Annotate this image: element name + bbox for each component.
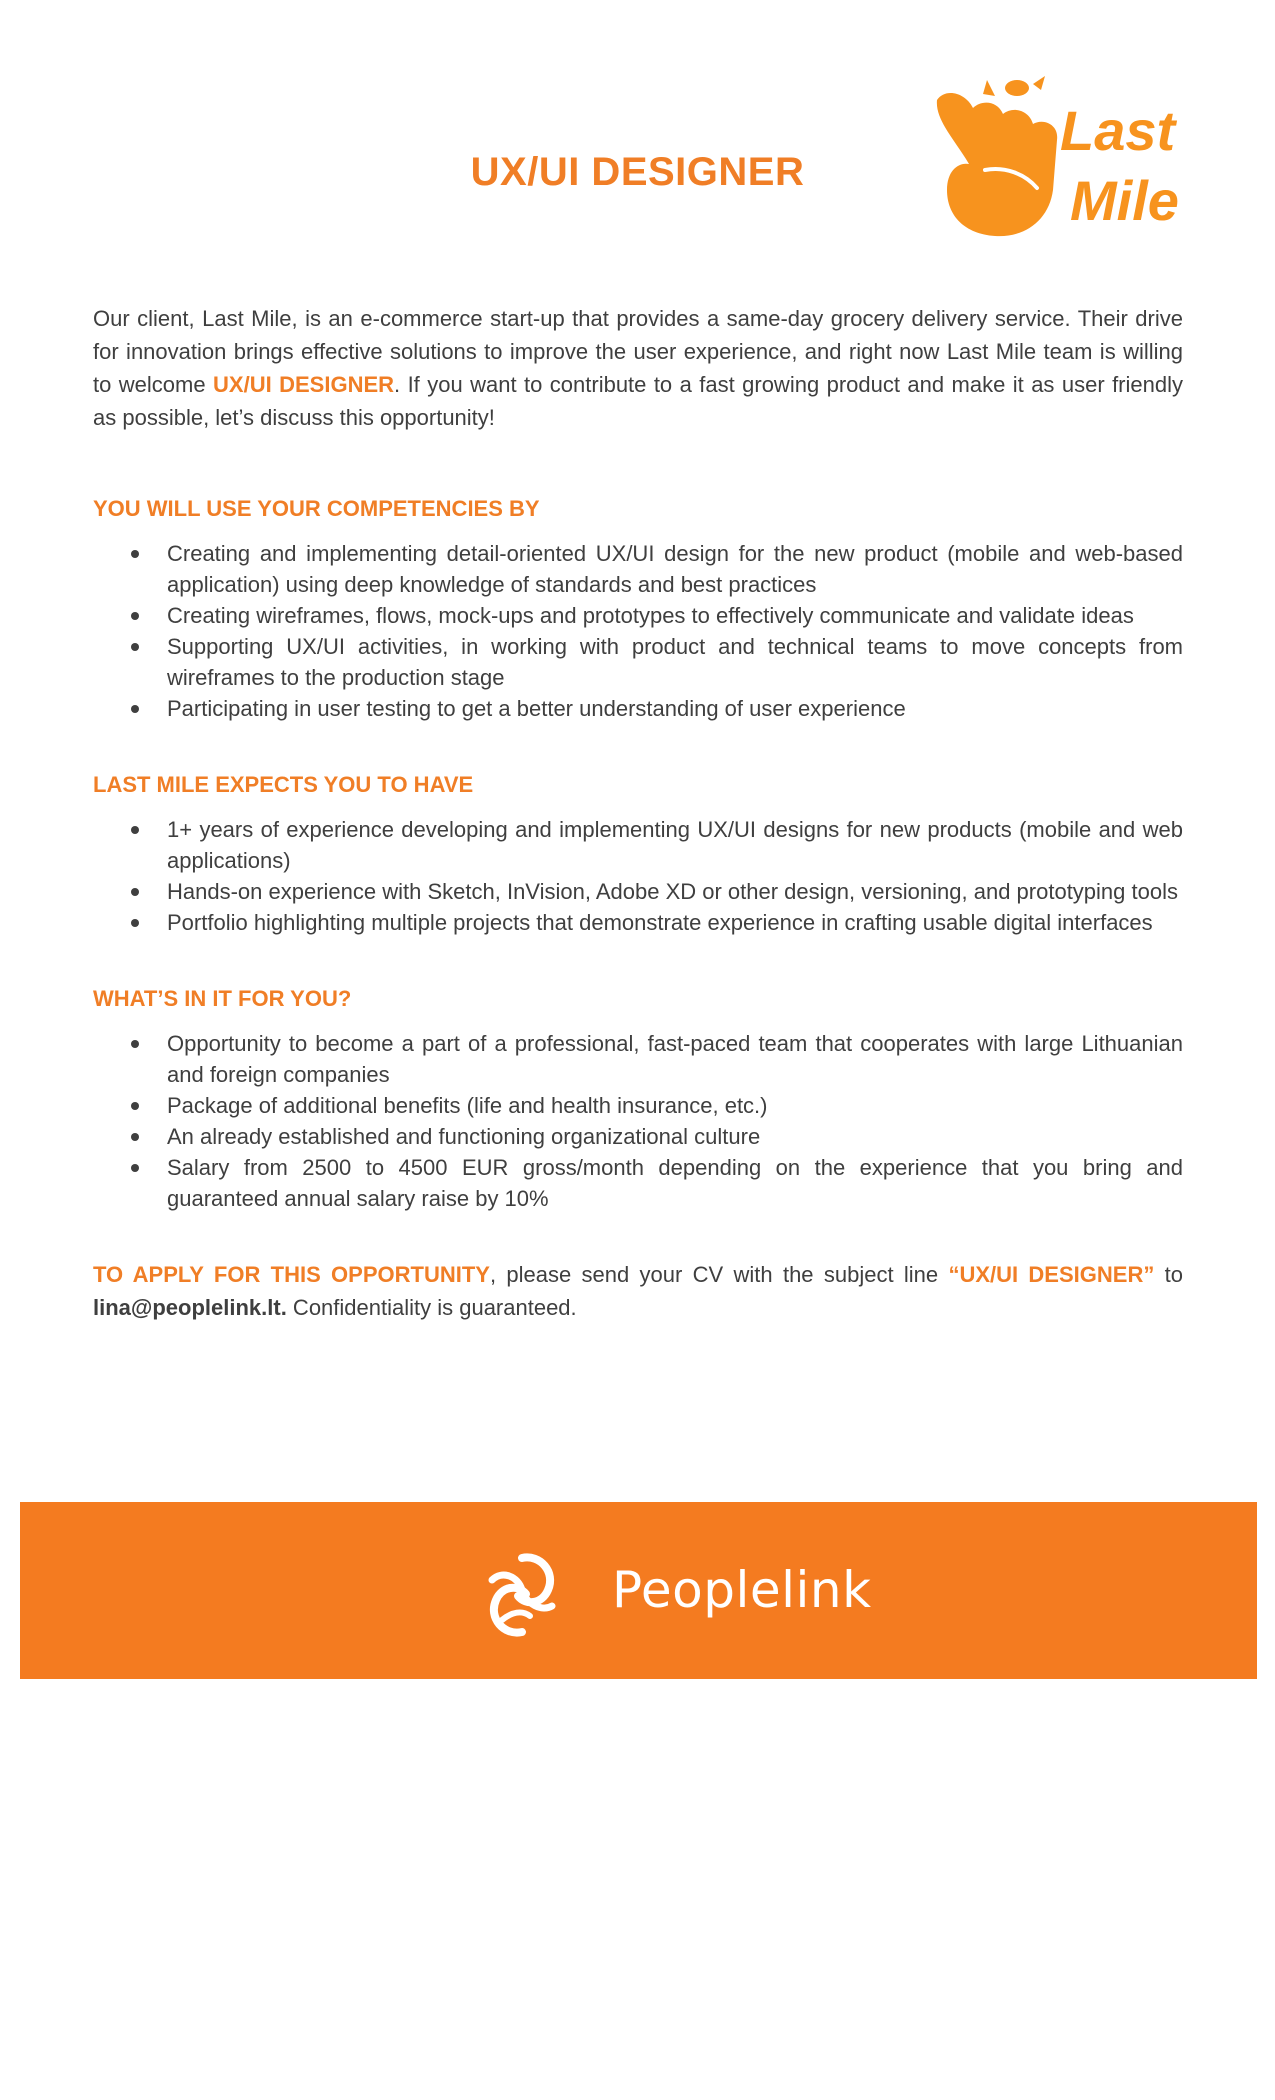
list-item-text: Package of additional benefits (life and health insurance, etc.) [167,1093,768,1118]
intro-highlight: UX/UI DESIGNER [213,372,395,397]
page-title: UX/UI DESIGNER [470,150,805,194]
section-heading-expectations: LAST MILE EXPECTS YOU TO HAVE [93,772,474,797]
bullet-icon [131,705,139,713]
list-item-text: Salary from 2500 to 4500 EUR gross/month depending on the experience that you bring and guaranteed annual salary raise by 10% [167,1155,1183,1211]
bullet-icon [131,1133,139,1141]
list-item-text: Portfolio highlighting multiple projects that demonstrate experience in crafting usable digital interfaces [167,910,1153,935]
apply-lead: TO APPLY FOR THIS OPPORTUNITY [93,1262,490,1287]
list-item-text: Participating in user testing to get a better understanding of user experience [167,696,906,721]
list-item [93,907,1183,938]
intro-paragraph [93,302,1183,434]
list-item [93,1152,1183,1214]
bullet-icon [131,1102,139,1110]
list-item-text: Creating wireframes, flows, mock-ups and prototypes to effectively communicate and validate ideas [167,603,1134,628]
list-item-text: Supporting UX/UI activities, in working with product and technical teams to move concepts from wireframes to the production stage [167,634,1183,690]
list-item-text: 1+ years of experience developing and implementing UX/UI designs for new products (mobile and web applications) [167,817,1183,873]
apply-text-3: Confidentiality is guaranteed. [286,1295,577,1320]
logo-word-mile: Mile [1070,169,1179,232]
bullet-icon [131,550,139,558]
logo-word-last: Last [1060,99,1176,162]
expectations-list [93,814,1183,938]
bullet-icon [131,612,139,620]
list-item [93,600,1183,631]
list-item-text: An already established and functioning organizational culture [167,1124,761,1149]
apply-subject: “UX/UI DESIGNER” [948,1262,1155,1287]
peoplelink-logo-icon [482,1550,562,1640]
bullet-icon [131,643,139,651]
last-mile-logo [925,70,1195,250]
list-item [93,1028,1183,1090]
list-item [93,1090,1183,1121]
bullet-icon [131,826,139,834]
list-item-text: Opportunity to become a part of a professional, fast-paced team that cooperates with large Lithuanian and foreign companies [167,1031,1183,1087]
section-competencies [93,494,1183,724]
list-item-text: Hands-on experience with Sketch, InVision, Adobe XD or other design, versioning, and prototyping tools [167,879,1178,904]
section-heading-competencies: YOU WILL USE YOUR COMPETENCIES BY [93,496,540,521]
section-expectations [93,770,1183,938]
list-item [93,631,1183,693]
intro-text-1: Our client, Last Mile, is an e-commerce start-up that provides a same-day grocery delivery service. Their drive for innovation brings effective solutions to improve the user experience, and right now Last Mile team is willing to welcome [93,306,1183,397]
intro-text-2: . If you want to contribute to a fast growing product and make it as user friendly as possible, let’s discuss this opportunity! [93,372,1183,430]
list-item-text: Creating and implementing detail-oriented UX/UI design for the new product (mobile and web-based application) using deep knowledge of standards and best practices [167,541,1183,597]
list-item [93,538,1183,600]
bullet-icon [131,1040,139,1048]
apply-text-1: , please send your CV with the subject line [489,1262,949,1287]
apply-text-2: to [1154,1262,1184,1287]
bullet-icon [131,888,139,896]
list-item [93,814,1183,876]
bullet-icon [131,1164,139,1172]
list-item [93,876,1183,907]
apply-email-link[interactable]: lina@peoplelink.lt. [93,1295,287,1320]
competencies-list [93,538,1183,724]
section-benefits [93,984,1183,1214]
posting-content [93,302,1183,1324]
apply-paragraph [93,1258,1183,1324]
footer-banner [20,1502,1257,1679]
list-item [93,693,1183,724]
section-heading-benefits: WHAT’S IN IT FOR YOU? [93,986,352,1011]
list-item [93,1121,1183,1152]
bullet-icon [131,919,139,927]
benefits-list [93,1028,1183,1214]
footer-brand-name: Peoplelink [612,1561,872,1619]
